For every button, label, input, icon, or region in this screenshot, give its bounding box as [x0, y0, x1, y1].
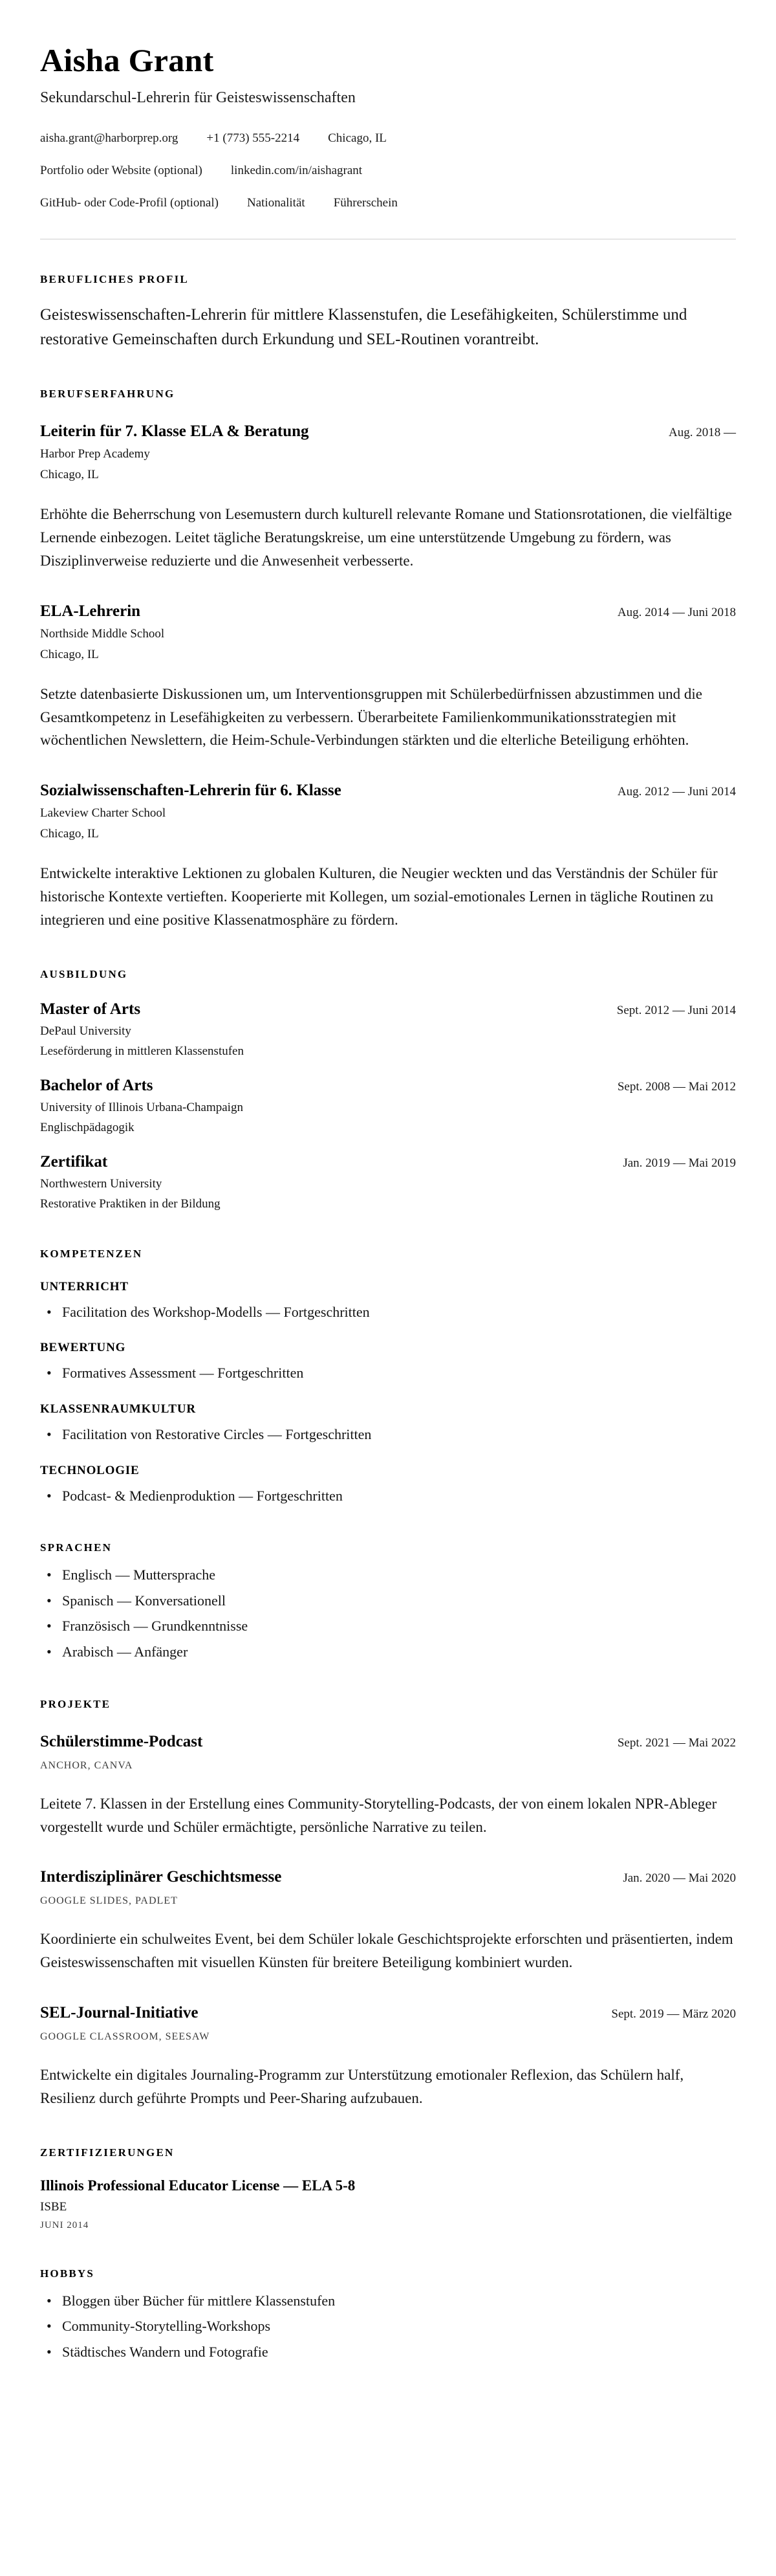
job-company: Lakeview Charter School	[40, 806, 166, 820]
certification-entry	[40, 2177, 736, 2231]
section-hobbies	[40, 2267, 736, 2362]
contact-linkedin[interactable]: linkedin.com/in/aishagrant	[230, 164, 363, 177]
project-title: SEL-Journal-Initiative	[40, 2004, 199, 2022]
education-title-row	[40, 1153, 736, 1171]
job-dates: Aug. 2018 —	[669, 426, 736, 439]
project-title-row	[40, 1733, 736, 1751]
projects-heading: PROJEKTE	[40, 1697, 111, 1710]
project-entry	[40, 1868, 736, 1974]
education-field: Englischpädagogik	[40, 1120, 135, 1134]
certification-issuer: ISBE	[40, 2199, 67, 2214]
section-skills	[40, 1248, 736, 1505]
language-item: • Arabisch — Anfänger	[47, 1643, 736, 1662]
job-title-row	[40, 602, 736, 621]
job-company: Northside Middle School	[40, 626, 165, 641]
section-experience	[40, 388, 736, 932]
skill-list	[40, 1487, 736, 1506]
project-description: Koordinierte ein schulweites Event, bei dem Schüler lokale Geschichtsprojekte erforschten und präsentierten, indem Geisteswissenschaften mit visuellen Künsten für breitere Beteiligung kombiniert wurden.	[40, 1931, 733, 1971]
contact-email[interactable]: aisha.grant@harborprep.org	[40, 131, 178, 145]
hobbies-heading: HOBBYS	[40, 2267, 95, 2280]
section-projects	[40, 1698, 736, 2110]
project-tools: GOOGLE SLIDES, PADLET	[40, 1895, 178, 1907]
contact-row-1	[40, 131, 736, 146]
skill-list	[40, 1364, 736, 1383]
job-description: Entwickelte interaktive Lektionen zu globalen Kulturen, die Neugier weckten und das Verständnis der Schüler für historische Kontexte vertieften. Kooperierte mit Kollegen, um sozial-emotionales Lernen in tägliche Routinen zu integrieren und eine positive Klassenatmosphäre zu fördern.	[40, 865, 718, 928]
job-company: Harbor Prep Academy	[40, 447, 150, 461]
skill-list	[40, 1303, 736, 1322]
certification-name: Illinois Professional Educator License — ELA 5-8	[40, 2177, 356, 2194]
section-education	[40, 968, 736, 1211]
job-entry	[40, 782, 736, 932]
hobby-item: • Community-Storytelling-Workshops	[47, 2317, 736, 2336]
project-entry	[40, 1733, 736, 1839]
language-item: • Spanisch — Konversationell	[47, 1592, 736, 1611]
job-description: Setzte datenbasierte Diskussionen um, um Interventionsgruppen mit Schülerbedürfnissen abzustimmen und die Gesamtkompetenz in Lesefähigkeiten zu verbessern. Überarbeitete Familienkommunikationsstrategien mit wöchentlichen Newslettern, die Heim-Schule-Verbindungen stärkten und die elterliche Beteiligung erhöhten.	[40, 685, 702, 749]
education-entry	[40, 1077, 736, 1135]
contact-nationality-placeholder: Nationalität	[246, 196, 305, 210]
education-entry	[40, 1000, 736, 1059]
project-title-row	[40, 1868, 736, 1886]
skill-group	[40, 1341, 736, 1383]
education-field: Leseförderung in mittleren Klassenstufen	[40, 1044, 244, 1058]
hobby-list	[40, 2292, 736, 2362]
job-dates: Aug. 2012 — Juni 2014	[617, 785, 736, 799]
section-certifications	[40, 2146, 736, 2231]
certification-date: JUNI 2014	[40, 2219, 89, 2230]
job-entry	[40, 602, 736, 753]
skills-heading: KOMPETENZEN	[40, 1247, 143, 1260]
languages-heading: SPRACHEN	[40, 1541, 113, 1554]
resume-name: Aisha Grant	[40, 42, 214, 78]
contact-drivers-license-placeholder: Führerschein	[333, 196, 398, 210]
job-dates: Aug. 2014 — Juni 2018	[617, 605, 736, 619]
skill-list	[40, 1426, 736, 1444]
job-title: Sozialwissenschaften-Lehrerin für 6. Klasse	[40, 782, 341, 800]
education-dates: Jan. 2019 — Mai 2019	[623, 1156, 736, 1170]
resume-header	[40, 41, 736, 210]
project-description: Leitete 7. Klassen in der Erstellung eines Community-Storytelling-Podcasts, der von einem lokalen NPR-Ableger vorgestellt wurde und Schüler ermächtigte, persönliche Narrative zu teilen.	[40, 1795, 717, 1835]
project-entry	[40, 2004, 736, 2110]
language-item: • Französisch — Grundkenntnisse	[47, 1617, 736, 1636]
project-dates: Sept. 2019 — März 2020	[611, 2007, 736, 2021]
job-title: Leiterin für 7. Klasse ELA & Beratung	[40, 423, 309, 440]
hobby-item: • Bloggen über Bücher für mittlere Klassenstufen	[47, 2292, 736, 2311]
education-heading: AUSBILDUNG	[40, 967, 128, 980]
project-description: Entwickelte ein digitales Journaling-Programm zur Unterstützung emotionaler Reflexion, das Schülern half, Resilienz durch geführte Prompts und Peer-Sharing aufzubauen.	[40, 2067, 684, 2106]
certifications-heading: ZERTIFIZIERUNGEN	[40, 2146, 175, 2159]
language-list	[40, 1566, 736, 1661]
skill-group	[40, 1280, 736, 1322]
education-dates: Sept. 2008 — Mai 2012	[617, 1079, 736, 1094]
project-tools: GOOGLE CLASSROOM, SEESAW	[40, 2031, 210, 2043]
job-description: Erhöhte die Beherrschung von Lesemustern durch kulturell relevante Romane und Stationsrotationen, die vielfältige Lernende einbezogen. Leitet tägliche Beratungskreise, um eine unterstützende Umgebung zu fördern, was Disziplinverweise reduzierte und die Anwesenheit verbesserte.	[40, 506, 732, 569]
project-title-row	[40, 2004, 736, 2022]
education-entry	[40, 1153, 736, 1211]
skill-group-name: UNTERRICHT	[40, 1279, 129, 1294]
job-entry	[40, 423, 736, 573]
education-dates: Sept. 2012 — Juni 2014	[616, 1003, 736, 1017]
education-school: University of Illinois Urbana-Champaign	[40, 1100, 243, 1114]
education-degree: Zertifikat	[40, 1152, 108, 1171]
skill-group-name: KLASSENRAUMKULTUR	[40, 1402, 196, 1416]
profile-heading: BERUFLICHES PROFIL	[40, 273, 189, 285]
skill-item: • Facilitation des Workshop-Modells — Fortgeschritten	[47, 1303, 736, 1322]
education-degree: Bachelor of Arts	[40, 1076, 153, 1094]
experience-heading: BERUFSERFAHRUNG	[40, 388, 175, 400]
project-dates: Sept. 2021 — Mai 2022	[617, 1735, 736, 1750]
education-title-row	[40, 1000, 736, 1018]
education-school: DePaul University	[40, 1024, 131, 1038]
skill-group	[40, 1402, 736, 1444]
skill-group	[40, 1464, 736, 1506]
hobby-item: • Städtisches Wandern und Fotografie	[47, 2343, 736, 2362]
education-degree: Master of Arts	[40, 1000, 141, 1018]
skill-item: • Facilitation von Restorative Circles — Fortgeschritten	[47, 1426, 736, 1444]
job-location: Chicago, IL	[40, 468, 99, 481]
job-location: Chicago, IL	[40, 647, 99, 661]
skill-group-name: BEWERTUNG	[40, 1341, 126, 1355]
project-tools: ANCHOR, CANVA	[40, 1759, 133, 1771]
language-item: • Englisch — Muttersprache	[47, 1566, 736, 1585]
contact-row-3	[40, 196, 736, 210]
profile-text: Geisteswissenschaften-Lehrerin für mittlere Klassenstufen, die Lesefähigkeiten, Schülerstimme und restorative Gemeinschaften durch Erkundung und SEL-Routinen vorantreibt.	[40, 306, 687, 348]
contact-github-placeholder: GitHub- oder Code-Profil (optional)	[40, 196, 219, 210]
section-profile	[40, 273, 736, 351]
job-title-row	[40, 782, 736, 800]
skill-group-name: TECHNOLOGIE	[40, 1463, 140, 1477]
job-title: ELA-Lehrerin	[40, 602, 141, 620]
contact-website-placeholder: Portfolio oder Website (optional)	[40, 164, 202, 177]
contact-row-2	[40, 164, 736, 178]
education-title-row	[40, 1077, 736, 1095]
education-field: Restorative Praktiken in der Bildung	[40, 1196, 221, 1211]
resume-job-title: Sekundarschul-Lehrerin für Geisteswissenschaften	[40, 89, 356, 106]
skill-item: • Formatives Assessment — Fortgeschritten	[47, 1364, 736, 1383]
education-school: Northwestern University	[40, 1176, 162, 1191]
contact-phone: +1 (773) 555-2214	[206, 131, 300, 145]
project-title: Interdisziplinärer Geschichtsmesse	[40, 1868, 282, 1886]
job-title-row	[40, 423, 736, 441]
job-location: Chicago, IL	[40, 827, 99, 841]
project-title: Schülerstimme-Podcast	[40, 1732, 203, 1750]
section-languages	[40, 1541, 736, 1661]
contact-location: Chicago, IL	[328, 131, 387, 145]
project-dates: Jan. 2020 — Mai 2020	[623, 1871, 736, 1886]
skill-item: • Podcast- & Medienproduktion — Fortgeschritten	[47, 1487, 736, 1506]
